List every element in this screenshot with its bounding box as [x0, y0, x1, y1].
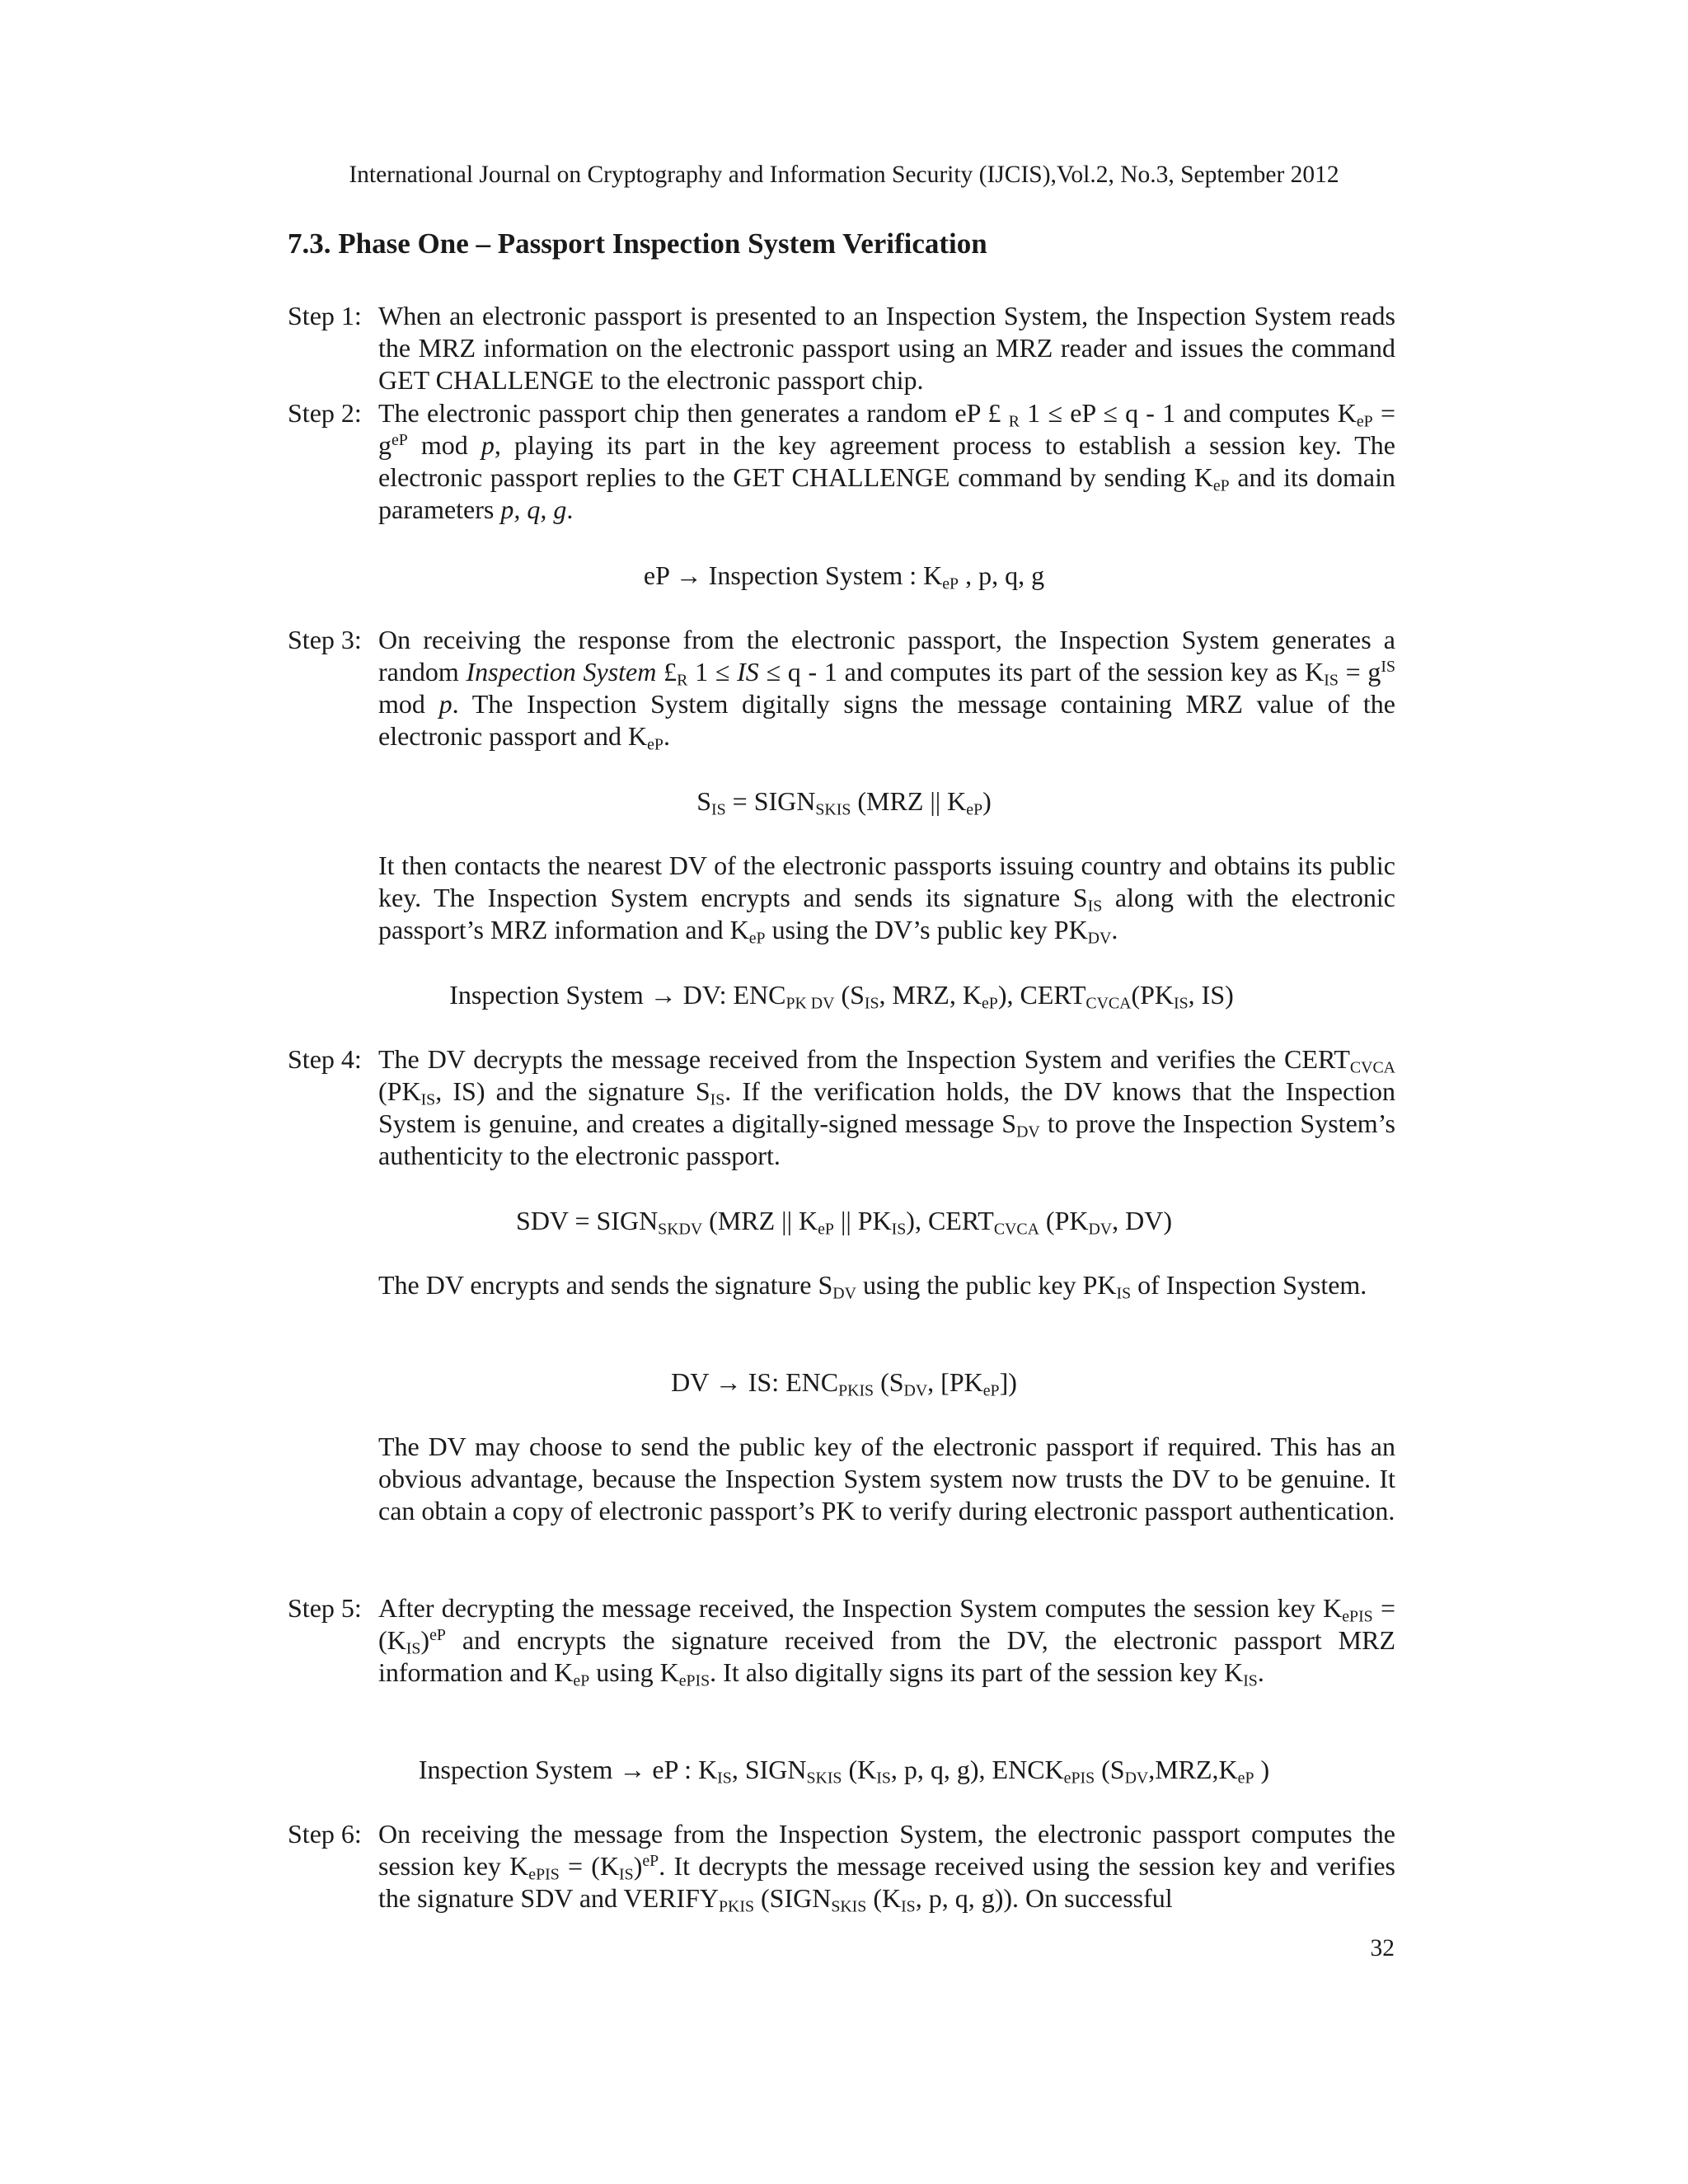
step-label: Step 1: — [288, 301, 362, 330]
step-text: On receiving the message from the Inspection System, the electronic passport computes the session key $K_{ePIS} = (K_{IS})^{eP}$. It decrypts the message received using the session key and verifies the signature SDV and $VERIFY_{PKIS}$ ($SIGN_{SKIS}$ ($K_{IS}$, p, q, g)). On successful — [378, 1819, 1395, 1916]
equation-6: Inspection System → eP : $K_{IS}$, $SIGN_{SKIS}$ ($K_{IS}$, p, q, g), $ENCK_{ePIS}$ ($S_{DV},MRZ,K_{eP}$ ) — [418, 1755, 1270, 1788]
step-4 — [288, 1043, 1395, 1172]
paragraph-3: The DV may choose to send the public key of the electronic passport if required. This has an obvious advantage, because the Inspection System system now trusts the DV to be genuine. It can obtain a copy of electronic passport’s PK to verify during electronic passport authentication. — [378, 1432, 1395, 1526]
equation-3: Inspection System → DV: $ENC_{PK DV}$ ($S_{IS}$, MRZ, $K_{eP}$), $CERT_{CVCA}(PK_{IS}$, IS) — [449, 980, 1234, 1013]
step-label: Step 6: — [288, 1819, 362, 1849]
step-3 — [288, 624, 1395, 752]
equation-1: eP → Inspection System : $K_{eP}$ , p, q, g — [643, 560, 1045, 593]
paragraph-1: It then contacts the nearest DV of the electronic passports issuing country and obtains its public key. The Inspection System encrypts and sends its signature $S_{IS}$ along with the electronic passport’s MRZ information and $K_{eP}$ using the DV’s public key $PK_{DV}$. — [378, 851, 1396, 948]
step-label: Step 5: — [288, 1593, 362, 1623]
step-text: The DV decrypts the message received from the Inspection System and verifies the $CERT_{CVCA}$ ($PK_{IS}$, IS) and the signature $S_{IS}$. If the verification holds, the DV knows that the Inspection System is genuine, and creates a digitally-signed message $S_{DV}$ to prove the Inspection System’s authenticity to the electronic passport. — [378, 1044, 1396, 1170]
section-title: 7.3. Phase One – Passport Inspection System Verification — [288, 227, 987, 260]
equation-5: DV → IS: $ENC_{PKIS}$ ($S_{DV}$, $[PK_{eP}]$) — [671, 1367, 1017, 1400]
step-label: Step 4: — [288, 1044, 362, 1074]
page-number: 32 — [1370, 1935, 1395, 1961]
journal-header: International Journal on Cryptography and Information Security (IJCIS),Vol.2, No.3, September 2012 — [349, 162, 1339, 188]
step-2 — [288, 397, 1395, 526]
paragraph-2: The DV encrypts and sends the signature $S_{DV}$ using the public key $PK_{IS}$ of Inspection System. — [378, 1270, 1367, 1303]
equation-2: $S_{IS}$ = $SIGN_{SKIS}$ (MRZ || $K_{eP}$) — [696, 786, 992, 819]
step-5 — [288, 1592, 1395, 1689]
step-6 — [288, 1818, 1395, 1915]
step-text: The electronic passport chip then generates a random eP £ $_R$ 1 ≤ eP ≤ q - 1 and computes $K_{eP} = g^{eP}$ mod p, playing its part in the key agreement process to establish a session key. The electronic passport replies to the GET CHALLENGE command by sending $K_{eP}$ and its domain parameters p, q, g. — [378, 398, 1396, 524]
step-1 — [288, 300, 1395, 396]
step-text: When an electronic passport is presented to an Inspection System, the Inspection System reads the MRZ information on the electronic passport using an MRZ reader and issues the command GET CHALLENGE to the electronic passport chip. — [378, 301, 1395, 395]
step-label: Step 2: — [288, 398, 362, 428]
equation-4: SDV = $SIGN_{SKDV}$ (MRZ || $K_{eP}$ || $PK_{IS}$), $CERT_{CVCA}$ ($PK_{DV}$, DV) — [516, 1206, 1172, 1239]
step-text: After decrypting the message received, the Inspection System computes the session key $K_{ePIS} = (K_{IS})^{eP}$ and encrypts the signature received from the DV, the electronic passport MRZ information and $K_{eP}$ using $K_{ePIS}$. It also digitally signs its part of the session key $K_{IS}$. — [378, 1593, 1396, 1690]
step-label: Step 3: — [288, 625, 362, 654]
step-text: On receiving the response from the electronic passport, the Inspection System generates a random Inspection System $£_R$ 1 ≤ IS ≤ q - 1 and computes its part of the session key as $K_{IS} = g^{IS}$ mod p. The Inspection System digitally signs the message containing MRZ value of the electronic passport and $K_{eP}$. — [378, 625, 1396, 754]
